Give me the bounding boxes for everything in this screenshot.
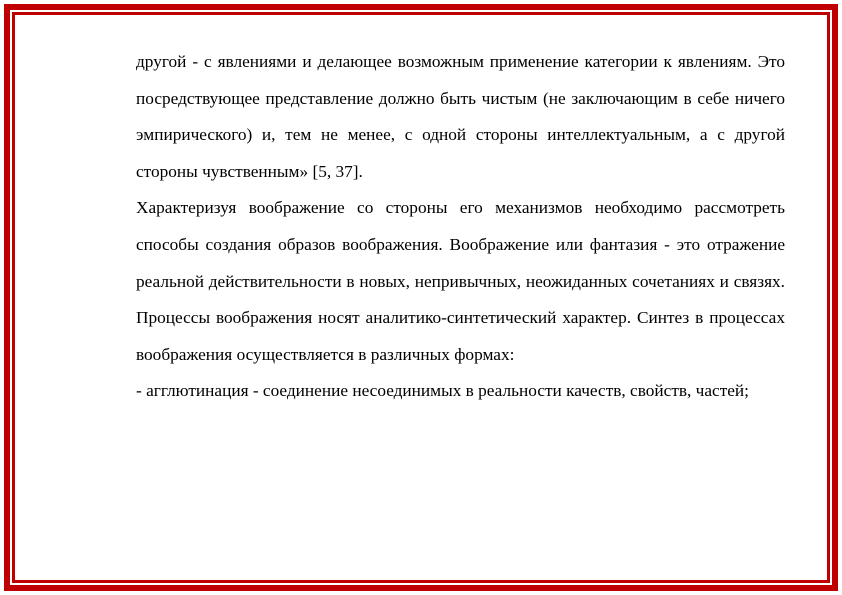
paragraph-agglutination: - агглютинация - соединение несоединимых в реальности качеств, свойств, частей; xyxy=(136,381,749,401)
paragraph-imagination-mechanisms: Характеризуя воображение со стороны его механизмов необходимо рассмотреть способы создания образов воображения. Воображение или фантазия - это отражение реальной действительности в новых, непривычных, неожиданных сочетаниях и связях. Процессы воображения носят аналитико-синтетический характер. Синтез в процессах воображения осуществляется в различных формах: xyxy=(136,198,785,364)
slide-text-body xyxy=(136,44,785,410)
paragraph-quote-ending: другой - с явлениями и делающее возможным применение категории к явлениям. Это посредствующее представление должно быть чистым (не заключающим в себе ничего эмпирического) и, тем не менее, с одной стороны интеллектуальным, а с другой стороны чувственным» [5, 37]. xyxy=(136,52,785,181)
